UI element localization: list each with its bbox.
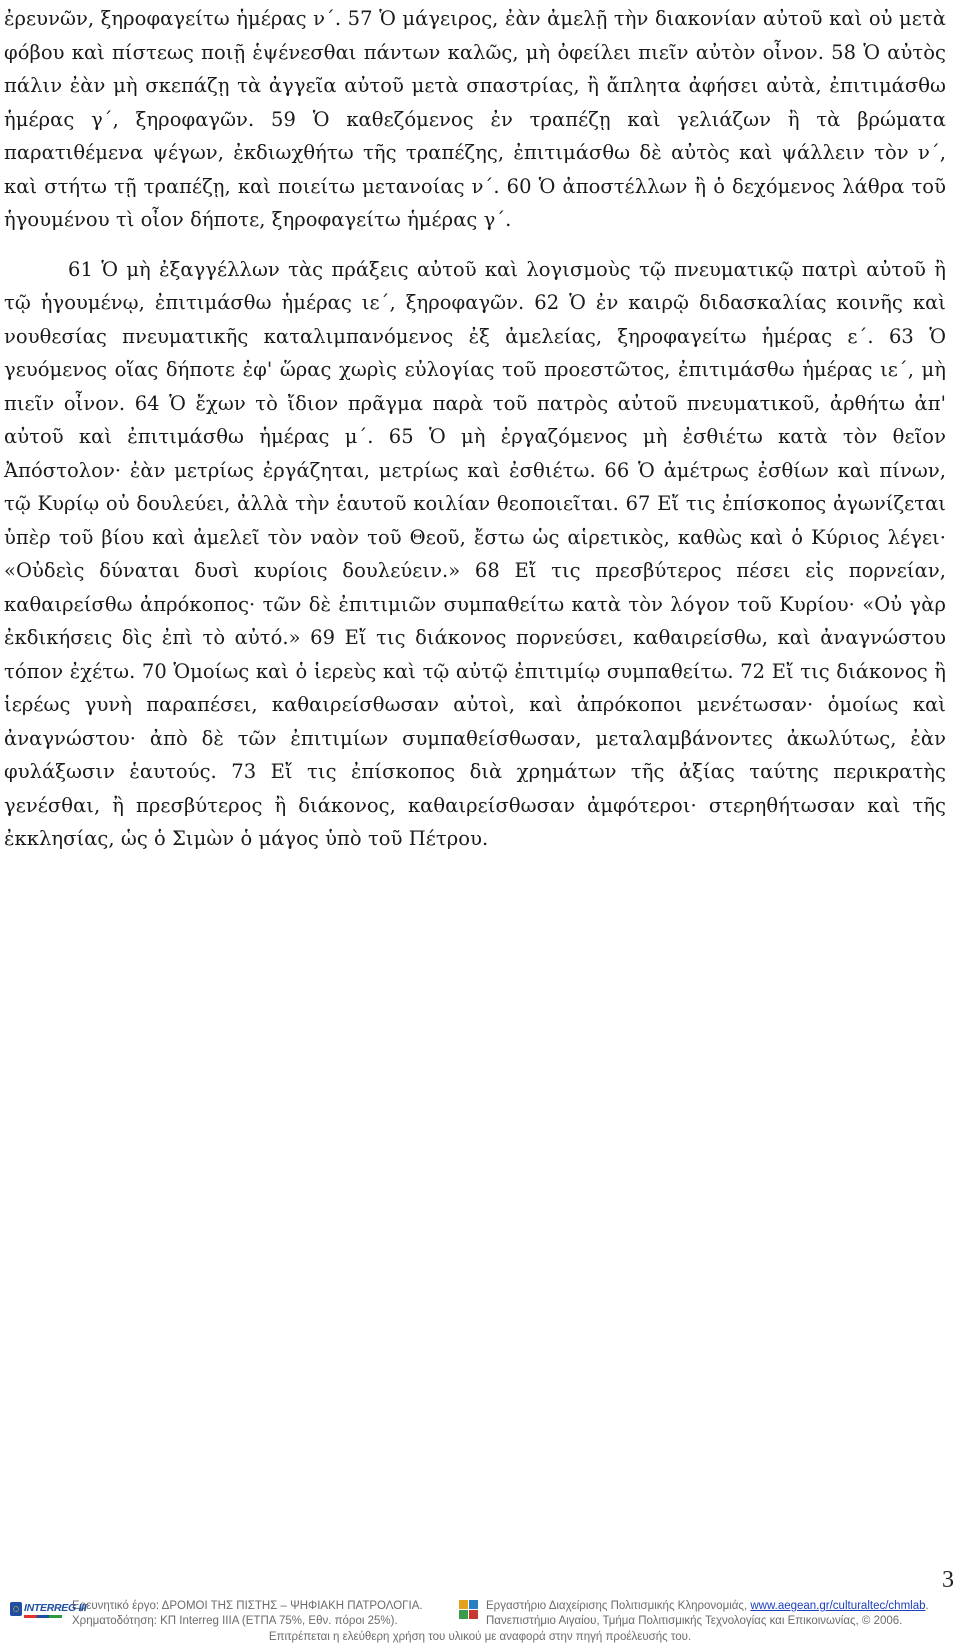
- paragraph-1: ἐρευνῶν, ξηροφαγείτω ἡμέρας ν΄. 57 Ὁ μάγειρος, ἐὰν ἀμελῇ τὴν διακονίαν αὐτοῦ καὶ οὐ μετὰ φόβου καὶ πίστεως ποιῇ ἑψένεσθαι πάντων καλῶς, μὴ ὀφείλει πιεῖν αὐτὸν οἶνον. 58 Ὁ αὐτὸς πάλιν ἐὰν μὴ σκεπάζῃ τὰ ἀγγεῖα αὐτοῦ μετὰ σπαστρίας, ἢ ἄπλητα ἀφήσει αὐτὰ, ἐπιτιμάσθω ἡμέρας γ΄, ξηροφαγῶν. 59 Ὁ καθεζόμενος ἐν τραπέζῃ καὶ γελιάζων ἢ τὰ βρώματα παρατιθέμενα ψέγων, ἐκδιωχθήτω τῆς τραπέζης, ἐπιτιμάσθω δὲ αὐτὸς καὶ ψάλλειν τὸν ν΄, καὶ στήτω τῇ τραπέζῃ, καὶ ποιείτω μετανοίας ν΄. 60 Ὁ ἀποστέλλων ἢ ὁ δεχόμενος λάθρα τοῦ ἡγουμένου τὶ οἶον δήποτε, ξηροφαγείτω ἡμέρας γ΄.: [4, 7, 946, 231]
- interreg-logo-text: INTERREG III: [24, 1602, 87, 1614]
- page-footer: [0, 1592, 960, 1651]
- eu-flag-icon: [10, 1602, 22, 1616]
- lab-credit: [458, 1599, 958, 1628]
- paragraph-2: 61 Ὁ μὴ ἐξαγγέλλων τὰς πράξεις αὐτοῦ καὶ λογισμοὺς τῷ πνευματικῷ πατρὶ αὐτοῦ ἢ τῷ ἡγουμένῳ, ἐπιτιμάσθω ἡμέρας ιε΄, ξηροφαγῶν. 62 Ὁ ἐν καιρῷ διδασκαλίας κοινῆς καὶ νουθεσίας πνευματικῆς καταλιμπανόμενος ἐξ ἀμελείας, ξηροφαγείτω ἡμέρας ε΄. 63 Ὁ γευόμενος οἵας δήποτε ἐφ' ὥρας χωρὶς εὐλογίας τοῦ προεστῶτος, ἐπιτιμάσθω ἡμέρας ιε΄, μὴ πιεῖν οἶνον. 64 Ὁ ἔχων τὸ ἴδιον πρᾶγμα παρὰ τοῦ πατρὸς αὐτοῦ πνευματικοῦ, ἀρθήτω ἀπ' αὐτοῦ καὶ ἐπιτιμάσθω ἡμέρας μ΄. 65 Ὁ μὴ ἐργαζόμενος μὴ ἐσθιέτω κατὰ τὸν θεῖον Ἀπόστολον· ἐὰν μετρίως ἐργάζηται, μετρίως καὶ ἐσθιέτω. 66 Ὁ ἀμέτρως ἐσθίων καὶ πίνων, τῷ Κυρίῳ οὐ δουλεύει, ἀλλὰ τὴν ἑαυτοῦ κοιλίαν θεοποιεῖται. 67 Εἴ τις ἐπίσκοπος ἀγωνίζεται ὑπὲρ τοῦ βίου καὶ ἀμελεῖ τὸν ναὸν τοῦ Θεοῦ, ἔστω ὡς αἱρετικὸς, καθὼς καὶ ὁ Κύριος λέγει· «Οὐδεὶς δύναται δυσὶ κυρίοις δουλεύειν.» 68 Εἴ τις πρεσβύτερος πέσει εἰς πορνείαν, καθαιρείσθω ἀπρόκοπος· τῶν δὲ ἐπιτιμιῶν συμπαθείτω κατὰ τὸν λόγον τοῦ Κυρίου· «Οὐ γὰρ ἐκδικήσεις δὶς ἐπὶ τὸ αὐτό.» 69 Εἴ τις διάκονος πορνεύσει, καθαιρείσθω, καὶ ἀναγνώστου τόπον ἐχέτω. 70 Ὁμοίως καὶ ὁ ἱερεὺς καὶ τῷ αὐτῷ ἐπιτιμίῳ συμπαθείτω. 72 Εἴ τις διάκονος ἢ ἱερέως γυνὴ παραπέσει, καθαιρείσθωσαν αὐτοὶ, καὶ ἀπρόκοποι μενέτωσαν· ὁμοίως καὶ ἀναγνώστου· ἀπὸ δὲ τῶν ἐπιτιμίων συμπαθείσθωσαν, μεταλαμβάνοντες ἀκωλύτως, ἐὰν φυλάξωσιν ἑαυτούς. 73 Εἴ τις ἐπίσκοπος διὰ χρημάτων τῆς ἀξίας ταύτης περικρατὴς γενέσθαι, ἢ πρεσβύτερος ἢ διάκονος, καθαιρείσθωσαν ἀμφότεροι· στερηθήτωσαν καὶ τῆς ἐκκλησίας, ὡς ὁ Σιμὼν ὁ μάγος ὑπὸ τοῦ Πέτρου.: [4, 257, 946, 850]
- lab-name: Εργαστήριο Διαχείρισης Πολιτισμικής Κληρονομιάς,: [486, 1600, 751, 1612]
- lab-logo-icon: [458, 1599, 480, 1621]
- interreg-stripe: [24, 1615, 62, 1618]
- lab-line: Εργαστήριο Διαχείρισης Πολιτισμικής Κληρονομιάς, www.aegean.gr/culturaltec/chmlab.: [486, 1600, 929, 1612]
- project-funding: Χρηματοδότηση: ΚΠ Interreg IIIA (ΕΤΠΑ 75%, Εθν. πόροι 25%).: [72, 1614, 398, 1627]
- interreg-logo: [10, 1599, 87, 1621]
- usage-notice: Επιτρέπεται η ελεύθερη χρήση του υλικού με αναφορά στην πηγή προέλευσής του.: [268, 1631, 692, 1643]
- project-title: Ερευνητικό έργο: ΔΡΟΜΟΙ ΤΗΣ ΠΙΣΤΗΣ – ΨΗΦΙΑΚΗ ΠΑΤΡΟΛΟΓΙΑ.: [72, 1600, 423, 1612]
- university-line: Πανεπιστήμιο Αιγαίου, Τμήμα Πολιτισμικής Τεχνολογίας και Επικοινωνίας, © 2006.: [486, 1614, 903, 1627]
- lab-website-link[interactable]: www.aegean.gr/culturaltec/chmlab: [750, 1600, 926, 1612]
- page-number: 3: [942, 1567, 954, 1593]
- project-credit: [10, 1599, 450, 1628]
